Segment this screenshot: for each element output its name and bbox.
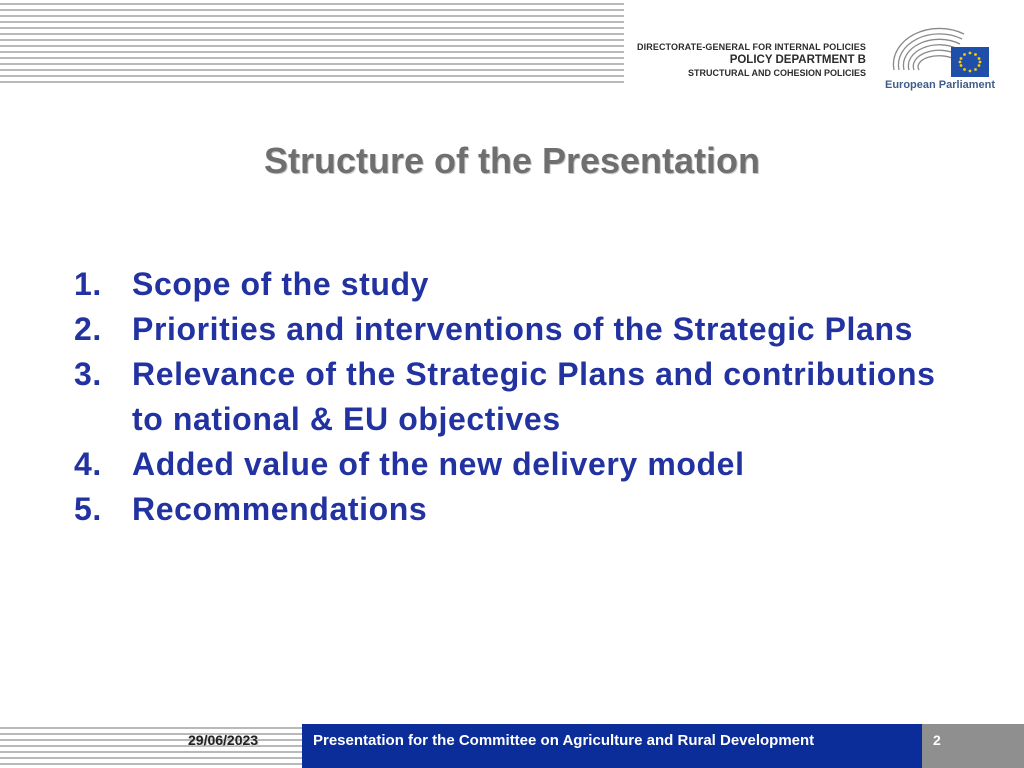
european-parliament-label: European Parliament [885,79,996,91]
agenda-item [74,442,974,487]
agenda-list [74,262,974,532]
directorate-label: DIRECTORATE-GENERAL FOR INTERNAL POLICIES [637,42,866,52]
slide-title: Structure of the Presentation [263,140,761,181]
header-stripes [0,0,624,84]
agenda-item-text: Added value of the new delivery model [132,446,745,482]
department-label: POLICY DEPARTMENT B [729,54,866,67]
page-number: 2 [933,732,941,748]
page-number-box [922,724,1024,768]
agenda-item-number: 1. [74,266,102,302]
footer-date: 29/06/2023 [188,732,259,748]
agenda-item [74,487,974,532]
agenda-item [74,307,974,352]
agenda-item-number: 4. [74,446,102,482]
department-block [637,42,866,78]
agenda-item [74,352,974,442]
policies-label: STRUCTURAL AND COHESION POLICIES [687,67,866,78]
agenda-item-text: Recommendations [132,491,428,527]
footer-caption: Presentation for the Committee on Agriculture and Rural Development [313,732,815,749]
agenda-item-number: 2. [74,311,102,347]
agenda-item-number: 3. [74,356,102,392]
agenda-item [74,262,974,307]
footer-caption-bar [302,724,922,768]
agenda-item-number: 5. [74,491,102,527]
agenda-item-text: Relevance of the Strategic Plans and contributions to national & EU objectives [132,356,936,437]
agenda-item-text: Scope of the study [132,266,430,302]
agenda-item-text: Priorities and interventions of the Strategic Plans [132,311,913,347]
